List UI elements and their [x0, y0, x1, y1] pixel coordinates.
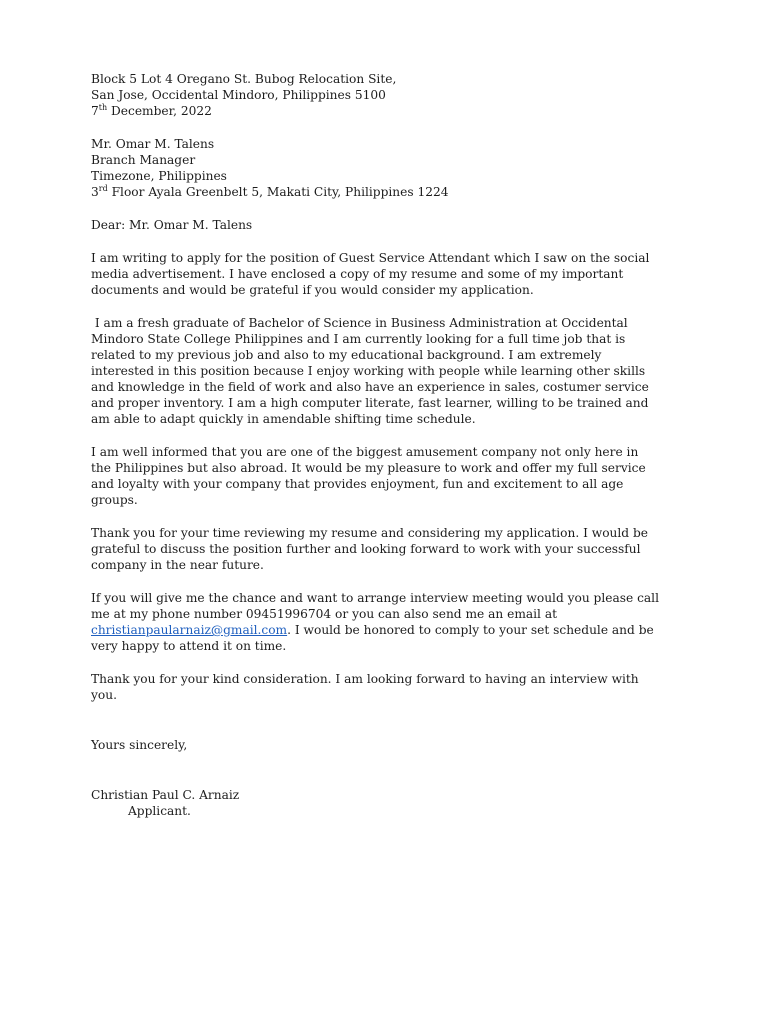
paragraph-line: related to my previous job and also to my educational background. I am extremely [91, 348, 602, 362]
paragraph-line: grateful to discuss the position further and looking forward to work with your successful [91, 542, 641, 556]
paragraph-line: you. [91, 688, 117, 702]
paragraph-line: Thank you for your time reviewing my resume and considering my application. I would be [91, 526, 648, 540]
paragraph-line: I am a fresh graduate of Bachelor of Science in Business Administration at Occidental [91, 316, 628, 330]
email-link[interactable]: christianpaularnaiz@gmail.com [91, 623, 288, 637]
paragraph-line: very happy to attend it on time. [91, 639, 287, 653]
date-month-year: December, 2022 [107, 104, 212, 118]
paragraph-line: me at my phone number 09451996704 or you can also send me an email at [91, 607, 557, 621]
floor-ordinal: rd [98, 183, 108, 193]
paragraph-6 [91, 671, 691, 703]
paragraph-line: and knowledge in the field of work and also have an experience in sales, costumer service [91, 380, 649, 394]
paragraph-line: and loyalty with your company that provides enjoyment, fun and excitement to all age [91, 477, 624, 491]
paragraph-line: If you will give me the chance and want to arrange interview meeting would you please call [91, 591, 659, 605]
paragraph-line-rest: . I would be honored to comply to your set schedule and be [287, 623, 654, 637]
sender-address-line-2: San Jose, Occidental Mindoro, Philippines 5100 [91, 88, 386, 102]
signature-block [91, 787, 691, 819]
salutation: Dear: Mr. Omar M. Talens [91, 218, 253, 232]
sender-address-line-1: Block 5 Lot 4 Oregano St. Bubog Relocation Site, [91, 72, 397, 86]
paragraph-line: documents and would be grateful if you would consider my application. [91, 283, 534, 297]
paragraph-2 [91, 315, 691, 427]
paragraph-4 [91, 525, 691, 573]
signature-name: Christian Paul C. Arnaiz [91, 788, 240, 802]
paragraph-line: Mindoro State College Philippines and I am currently looking for a full time job that is [91, 332, 626, 346]
paragraph-line: and proper inventory. I am a high computer literate, fast learner, willing to be trained and [91, 396, 649, 410]
recipient-block [91, 136, 691, 200]
recipient-name: Mr. Omar M. Talens [91, 137, 215, 151]
letter-date [91, 103, 691, 119]
floor-number: 3 [91, 185, 99, 199]
paragraph-line: media advertisement. I have enclosed a copy of my resume and some of my important [91, 267, 624, 281]
cover-letter [91, 71, 691, 819]
date-ordinal: th [98, 102, 108, 112]
paragraph-line: I am writing to apply for the position of Guest Service Attendant which I saw on the social [91, 251, 650, 265]
paragraph-3 [91, 444, 691, 508]
paragraph-5 [91, 590, 691, 654]
paragraph-line: interested in this position because I enjoy working with people while learning other skills [91, 364, 646, 378]
paragraph-line: am able to adapt quickly in amendable shifting time schedule. [91, 412, 476, 426]
paragraph-line: I am well informed that you are one of the biggest amusement company not only here in [91, 445, 639, 459]
paragraph-line: Thank you for your kind consideration. I am looking forward to having an interview with [91, 672, 639, 686]
paragraph-line [91, 622, 691, 638]
paragraph-line: groups. [91, 493, 138, 507]
signature-role: Applicant. [128, 804, 191, 818]
paragraph-line: the Philippines but also abroad. It would be my pleasure to work and offer my full service [91, 461, 646, 475]
sender-address [91, 71, 691, 119]
paragraph-1 [91, 250, 691, 298]
recipient-company: Timezone, Philippines [91, 169, 227, 183]
recipient-title: Branch Manager [91, 153, 196, 167]
date-day: 7 [91, 104, 99, 118]
closing: Yours sincerely, [91, 738, 188, 752]
recipient-address-rest: Floor Ayala Greenbelt 5, Makati City, Philippines 1224 [107, 185, 449, 199]
paragraph-line: company in the near future. [91, 558, 264, 572]
recipient-address [91, 184, 691, 200]
